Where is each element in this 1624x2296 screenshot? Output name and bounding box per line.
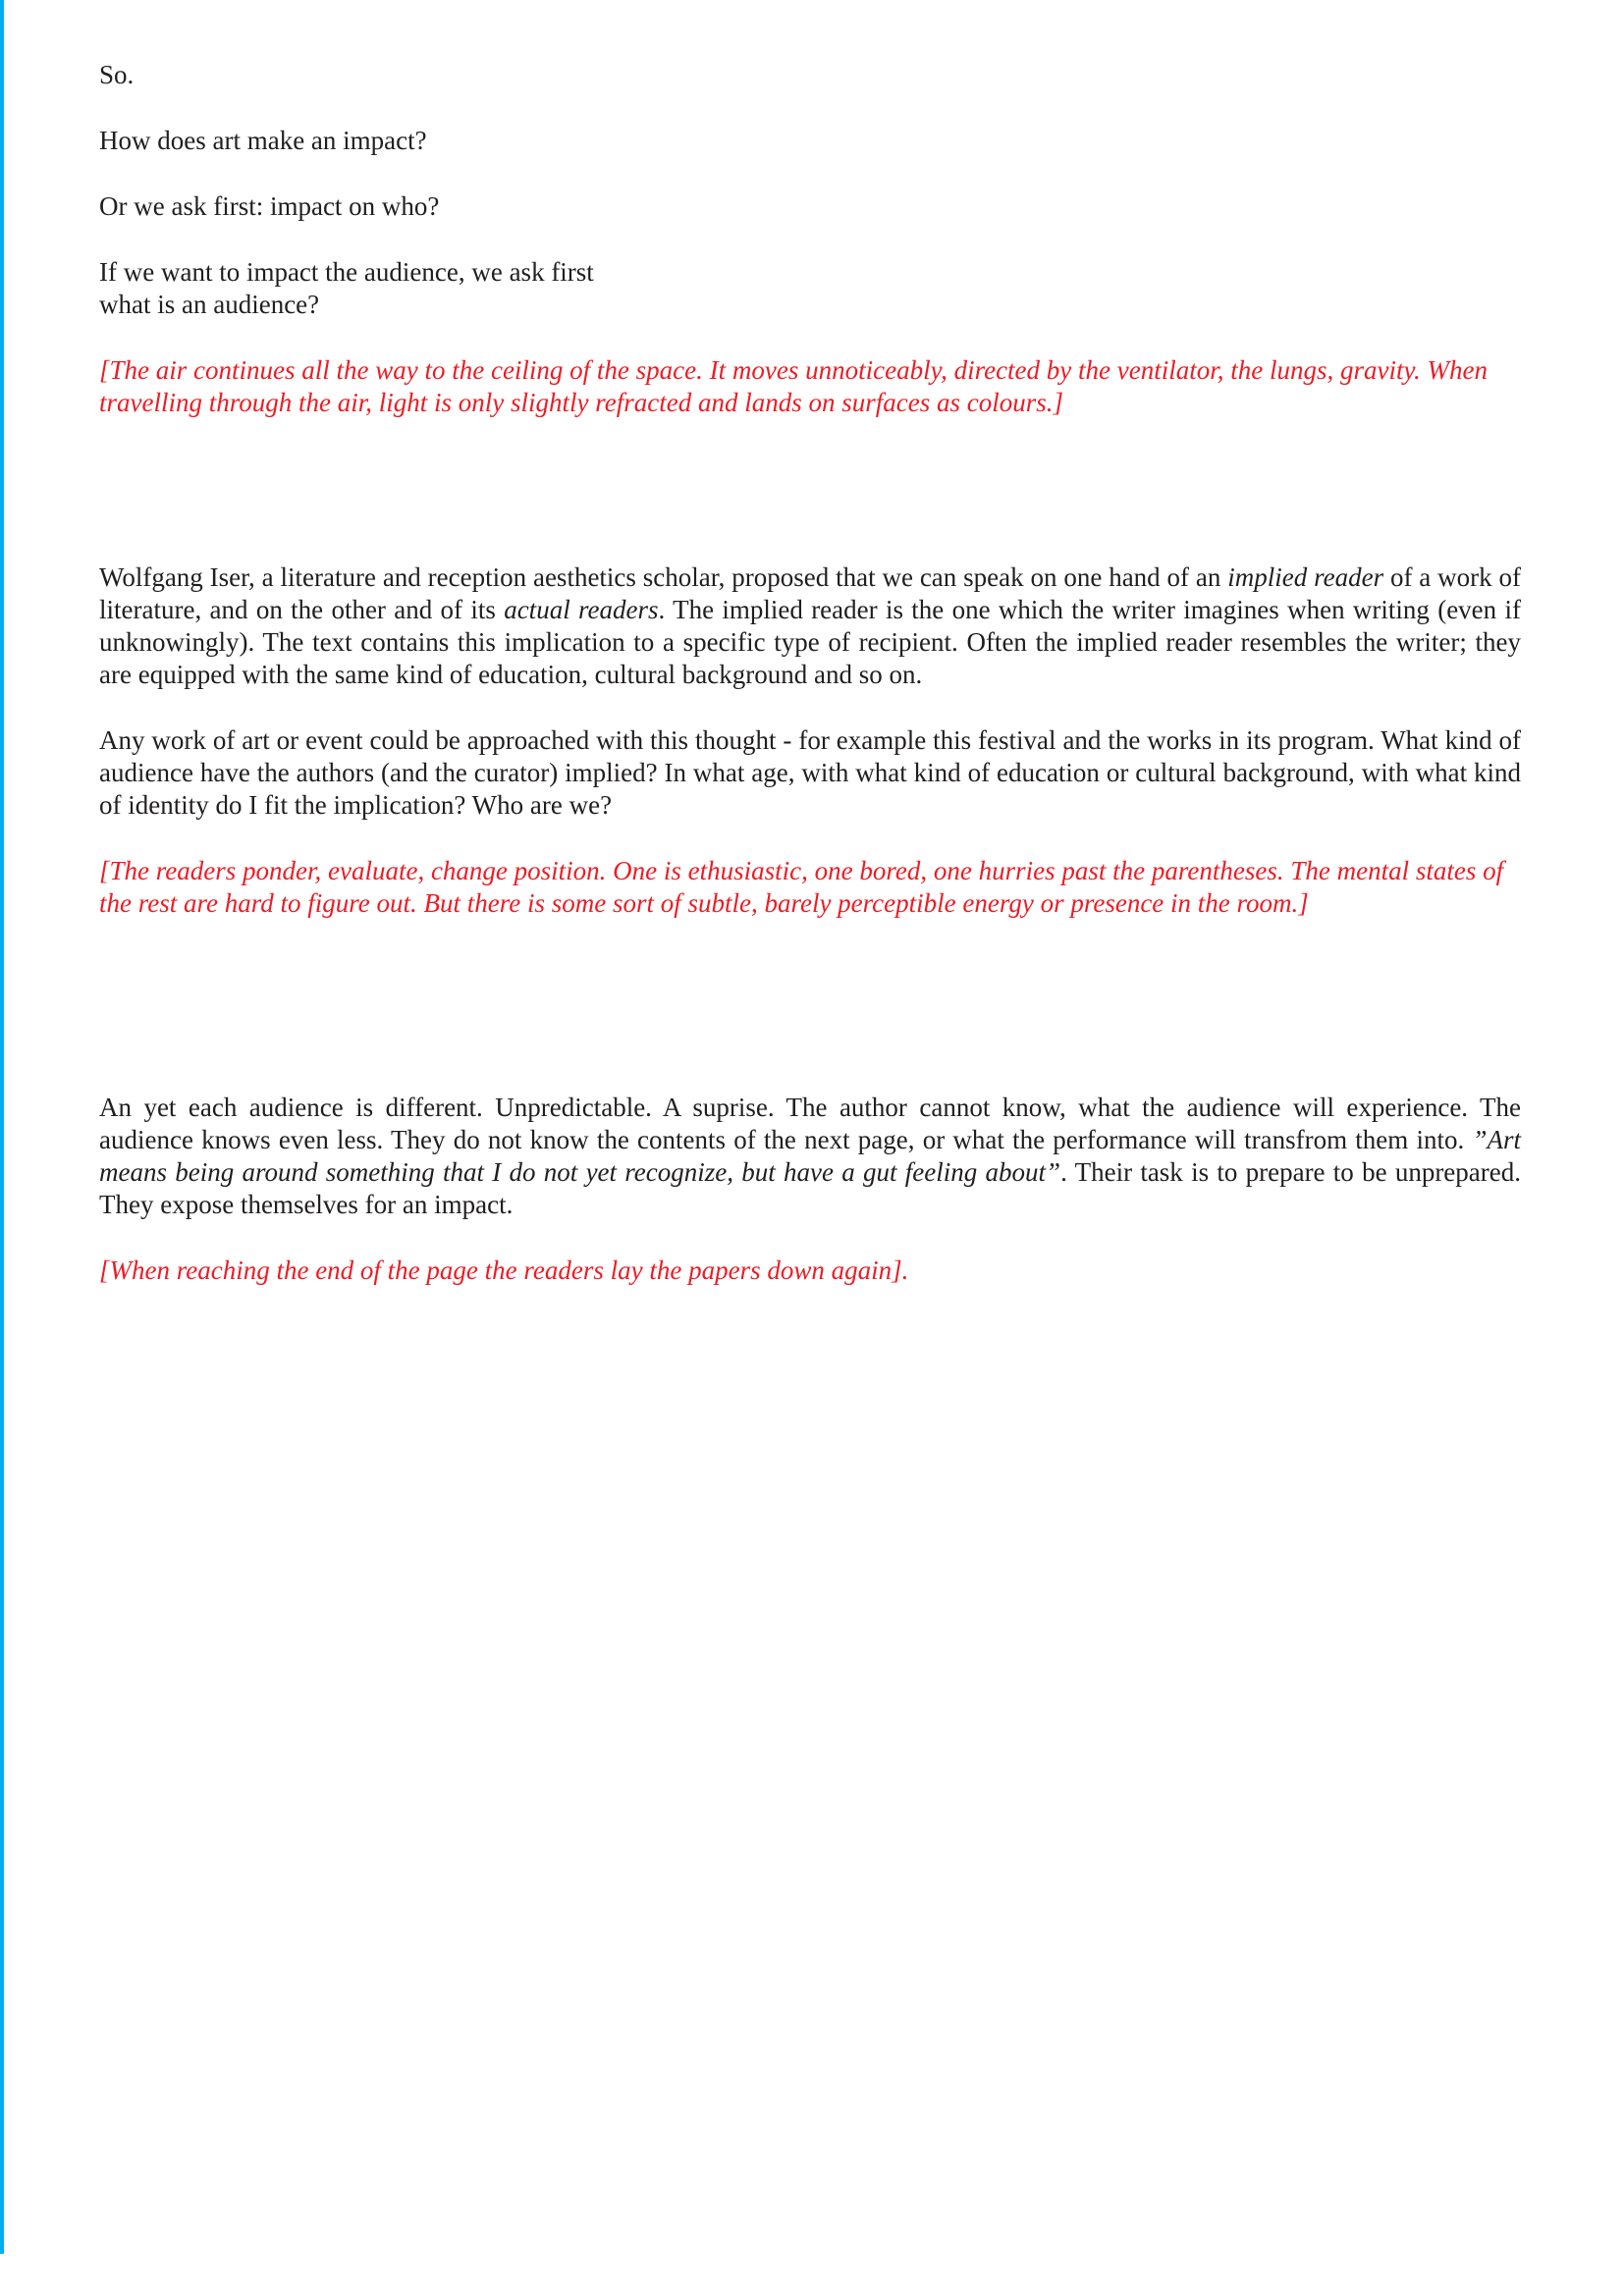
question-impact: How does art make an impact?: [99, 126, 427, 155]
question-who: Or we ask first: impact on who?: [99, 191, 440, 221]
stage-direction-air: [The air continues all the way to the ceiling of the space. It moves unnoticeably, directed by the ventilator, the lungs, gravity. When travelling through the air, light is only slightly refracted and lands on surfaces as colours.]: [99, 355, 1488, 417]
text-segment: ”Art means being around something that I do not yet recognize, but have a gut feeling about”: [99, 1125, 1521, 1187]
document-page: [99, 59, 1521, 1320]
text-segment: An yet each audience is different. Unpredictable. A suprise. The author cannot know, what the audience will experience. The audience knows even less. They do not know the contents of the next page, or what the performance will transfrom them into.: [99, 1093, 1521, 1154]
question-audience: [99, 256, 1521, 321]
text-segment: implied reader: [1227, 562, 1384, 592]
text-segment: actual readers: [504, 595, 659, 624]
text-segment: Wolfgang Iser, a literature and reception aesthetics scholar, proposed that we can speak on one hand of an: [99, 562, 1228, 592]
stage-direction-end-of-page: [When reaching the end of the page the readers lay the papers down again].: [99, 1255, 909, 1285]
paragraph-any-work: Any work of art or event could be approached with this thought - for example this festival and the works in its program. What kind of audience have the authors (and the curator) implied? In what age, with what kind of education or cultural background, with what kind of identity do I fit the implication? Who are we?: [99, 725, 1521, 820]
stage-direction-readers: [The readers ponder, evaluate, change position. One is ethusiastic, one bored, one hurries past the parentheses. The mental states of the rest are hard to figure out. But there is some sort of subtle, barely perceptible energy or presence in the room.]: [99, 856, 1504, 918]
paragraph-wolfgang-iser: [99, 561, 1521, 691]
question-audience-line1: If we want to impact the audience, we ask first: [99, 257, 594, 287]
paragraph-so: So.: [99, 60, 135, 89]
text-segment: . Their task is to prepare to be unprepared. They expose themselves for an impact.: [99, 1157, 1521, 1219]
text-segment: of a work of literature, and on the other and of its: [99, 562, 1521, 624]
left-accent-bar: [0, 0, 4, 2254]
text-segment: . The implied reader is the one which the writer imagines when writing (even if unknowingly). The text contains this implication to a specific type of recipient. Often the implied reader resembles the writer; they are equipped with the same kind of education, cultural background and so on.: [99, 595, 1521, 689]
paragraph-each-audience: [99, 1092, 1521, 1221]
question-audience-line2: what is an audience?: [99, 290, 320, 319]
